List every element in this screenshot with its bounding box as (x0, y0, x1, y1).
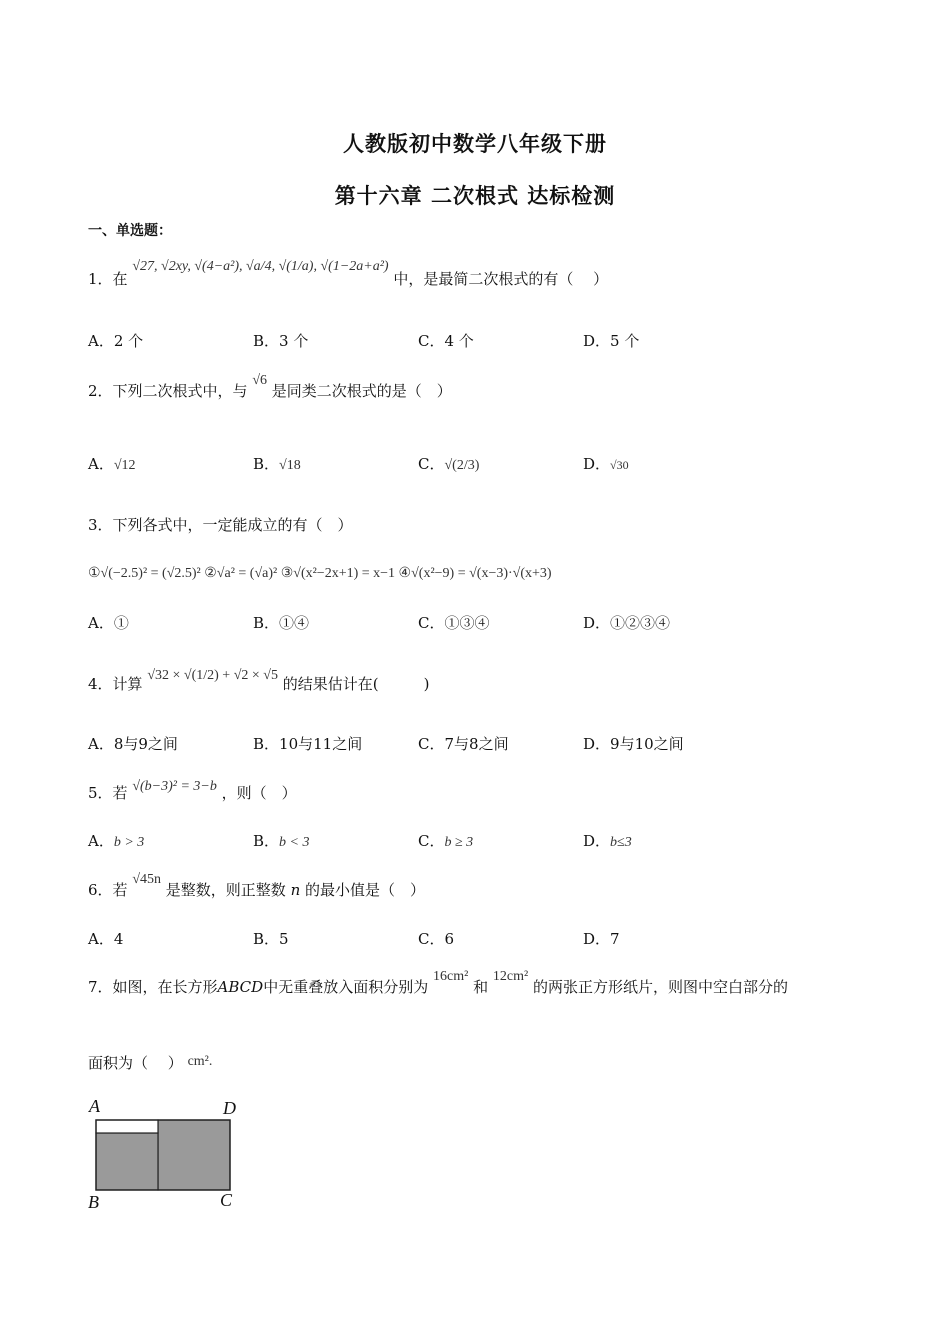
q6-pre: 6．若 (88, 881, 128, 899)
q5-option-d-expr: b≤3 (610, 835, 632, 850)
q7-rect-name: ABCD (217, 978, 264, 996)
q4-option-a[interactable]: A．8与9之间 (88, 735, 178, 753)
question-5 (88, 779, 297, 803)
q2-option-b-expr: √18 (279, 458, 301, 473)
q5-option-a-expr: b > 3 (113, 835, 145, 850)
q1-option-c[interactable]: C．4 个 (418, 332, 474, 350)
question-1 (88, 259, 609, 289)
q7-pre: 7．如图，在长方形 (88, 978, 218, 996)
q2-option-d-expr: √30 (610, 458, 629, 472)
section-heading: 一、单选题： (88, 223, 172, 239)
question-6 (88, 872, 426, 900)
q6-radical: √45n (132, 872, 162, 887)
q6-option-d[interactable]: D．7 (583, 930, 620, 948)
q5-option-b-expr: b < 3 (279, 835, 310, 850)
q4-option-d[interactable]: D．9与10之间 (583, 735, 684, 753)
q2-option-c-label: C． (418, 455, 445, 473)
q6-post1: 是整数，则正整数 (165, 881, 286, 899)
q5-option-a[interactable] (88, 830, 144, 851)
q1-option-d[interactable]: D．5 个 (583, 332, 640, 350)
q3-option-d[interactable]: D．①②③④ (583, 614, 671, 632)
q5-option-c-label: C． (418, 832, 445, 850)
q6-option-b[interactable]: B．5 (253, 930, 289, 948)
q4-option-c[interactable]: C．7与8之间 (418, 735, 509, 753)
q7-unit: cm². (187, 1054, 213, 1069)
q6-post2: 的最小值是（ ） (305, 881, 426, 899)
q4-post: 的结果估计在( ) (282, 675, 430, 693)
page-title: 人教版初中数学八年级下册 (343, 132, 607, 156)
q1-option-a[interactable]: A．2 个 (88, 332, 144, 350)
q2-pre: 2．下列二次根式中，与 (88, 382, 248, 400)
q2-post: 是同类二次根式的是（ ） (271, 382, 452, 400)
q3-option-a[interactable]: A．① (88, 614, 129, 632)
q2-option-b-label: B． (253, 455, 280, 473)
q3-option-c[interactable]: C．①③④ (418, 614, 490, 632)
q1-stem: 中，是最简二次根式的有（ ） (393, 270, 609, 288)
q7-area-1: 16cm² (432, 969, 469, 984)
q5-expression: √(b−3)² = 3−b (132, 779, 217, 794)
q5-option-b[interactable] (253, 830, 309, 851)
square-large (158, 1120, 230, 1190)
q2-option-d[interactable] (583, 453, 629, 474)
q4-option-b[interactable]: B．10与11之间 (253, 735, 363, 753)
q5-pre: 5．若 (88, 784, 128, 802)
q1-number: 1．在 (88, 270, 128, 288)
label-d: D (223, 1098, 236, 1118)
square-small (96, 1133, 158, 1190)
q4-pre: 4．计算 (88, 675, 143, 693)
q5-option-c-expr: b ≥ 3 (444, 835, 474, 850)
q6-variable: n (290, 881, 301, 899)
question-2 (88, 373, 452, 401)
q5-option-d[interactable] (583, 830, 632, 851)
q6-option-c[interactable]: C．6 (418, 930, 455, 948)
q2-option-a-label: A． (88, 455, 114, 473)
label-c: C (220, 1190, 233, 1210)
q4-expression: √32 × √(1/2) + √2 × √5 (147, 668, 278, 683)
q5-option-a-label: A． (88, 832, 114, 850)
q3-statements-text: ①√(−2.5)² = (√2.5)² ②√a² = (√a)² ③√(x²−2x+1) = x−1 ④√(x²−9) = √(x−3)·√(x+3) (88, 566, 552, 581)
question-7 (88, 969, 788, 997)
q2-option-d-label: D． (583, 455, 611, 473)
q7-and: 和 (473, 978, 489, 996)
q2-option-a[interactable] (88, 453, 136, 474)
q1-option-b[interactable]: B．3 个 (253, 332, 309, 350)
q2-radical: √6 (252, 373, 268, 388)
q5-option-d-label: D． (583, 832, 611, 850)
q2-option-b[interactable] (253, 453, 301, 474)
q5-option-b-label: B． (253, 832, 280, 850)
q7-area-2: 12cm² (492, 969, 529, 984)
q7-post: 的两张正方形纸片，则图中空白部分的 (532, 978, 788, 996)
question-3-stem: 3．下列各式中，一定能成立的有（ ） (88, 516, 353, 534)
q5-post: ，则（ ） (221, 784, 297, 802)
q2-option-a-expr: √12 (113, 458, 136, 473)
q2-option-c[interactable] (418, 453, 479, 474)
q3-option-b[interactable]: B．①④ (253, 614, 310, 632)
q1-radicals: √27, √2xy, √(4−a²), √a/4, √(1/a), √(1−2a+a²) (132, 259, 389, 274)
q5-option-c[interactable] (418, 830, 473, 851)
question-7-line2 (88, 1052, 212, 1073)
question-4 (88, 668, 430, 694)
rectangle-figure (86, 1096, 256, 1216)
label-a: A (89, 1096, 100, 1116)
label-b: B (88, 1192, 99, 1212)
q7-mid: 中无重叠放入面积分别为 (263, 978, 429, 996)
q6-option-a[interactable]: A．4 (88, 930, 124, 948)
question-3-statements (88, 563, 552, 582)
q7-line2: 面积为（ ） (88, 1054, 183, 1072)
blank-region (96, 1120, 158, 1133)
q2-option-c-expr: √(2/3) (444, 458, 480, 473)
page-subtitle: 第十六章 二次根式 达标检测 (334, 184, 616, 208)
